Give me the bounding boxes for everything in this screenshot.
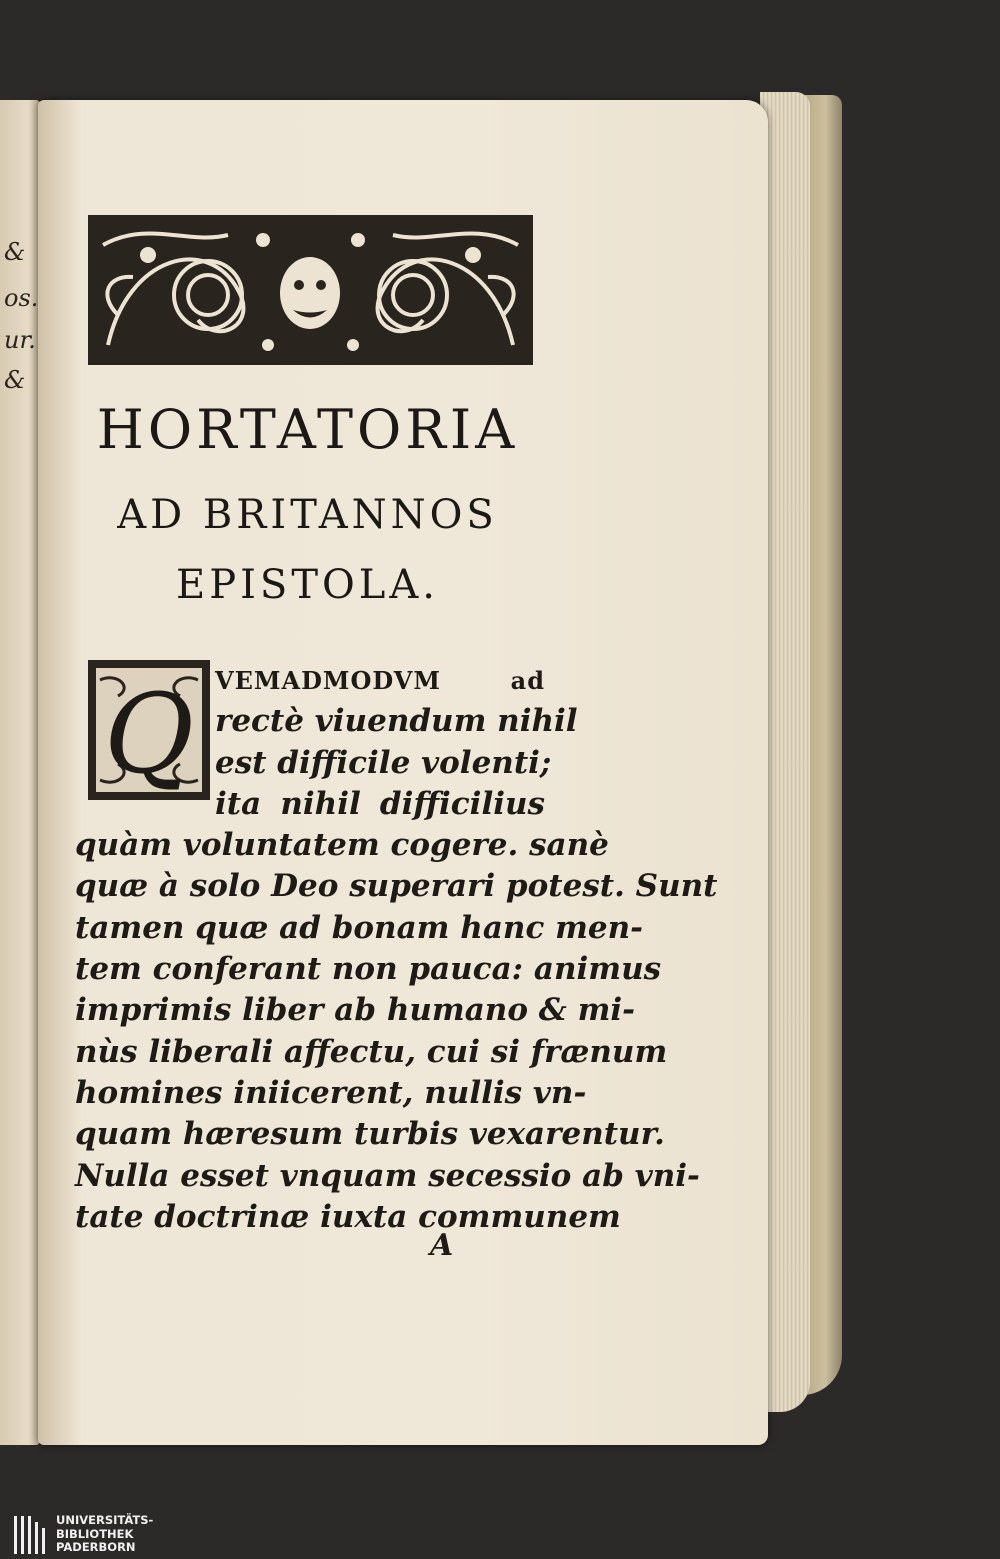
initial-letter: Q bbox=[103, 670, 195, 798]
text-line: homines iniicerent, nullis vn- bbox=[75, 1074, 587, 1111]
text-line: tem conferant non pauca: animus bbox=[75, 951, 662, 988]
left-page-fragment: ur. bbox=[4, 326, 36, 354]
body-text bbox=[75, 660, 718, 1238]
signature-mark: A bbox=[430, 1228, 454, 1263]
library-logo-icon bbox=[12, 1514, 46, 1556]
text-line: Nulla esset vnquam secessio ab vni- bbox=[75, 1157, 700, 1194]
text-line: imprimis liber ab humano & mi- bbox=[75, 992, 636, 1029]
text-line: quàm voluntatem cogere. sanè bbox=[75, 827, 609, 864]
text-line: ita nihil difficilius bbox=[215, 785, 545, 822]
left-page-fragment: os. bbox=[4, 284, 39, 312]
text-line: nùs liberali affectu, cui si frænum bbox=[75, 1033, 668, 1070]
left-page-fragment: & bbox=[4, 238, 26, 266]
title-line-2: AD BRITANNOS bbox=[117, 492, 498, 538]
library-name bbox=[56, 1514, 153, 1555]
library-name-line: BIBLIOTHEK bbox=[56, 1526, 134, 1541]
ornamental-headpiece bbox=[88, 215, 533, 365]
library-name-line: PADERBORN bbox=[56, 1540, 136, 1554]
title-line-1: HORTATORIA bbox=[96, 398, 519, 461]
text-line: tate doctrinæ iuxta communem bbox=[75, 1198, 621, 1235]
text-line: VEMADMODVM ad bbox=[215, 666, 545, 695]
text-line: quam hæresum turbis vexarentur. bbox=[75, 1116, 665, 1153]
left-page-edge bbox=[0, 100, 40, 1445]
text-line: rectè viuendum nihil bbox=[215, 703, 578, 740]
left-page-fragment: & bbox=[4, 366, 26, 394]
text-line: est difficile volenti; bbox=[215, 744, 552, 781]
title-line-3: EPISTOLA. bbox=[176, 562, 439, 608]
text-line: quæ à solo Deo superari potest. Sunt bbox=[75, 868, 718, 905]
text-line: tamen quæ ad bonam hanc men- bbox=[75, 909, 644, 946]
library-name-line: UNIVERSITÄTS- bbox=[56, 1513, 154, 1527]
